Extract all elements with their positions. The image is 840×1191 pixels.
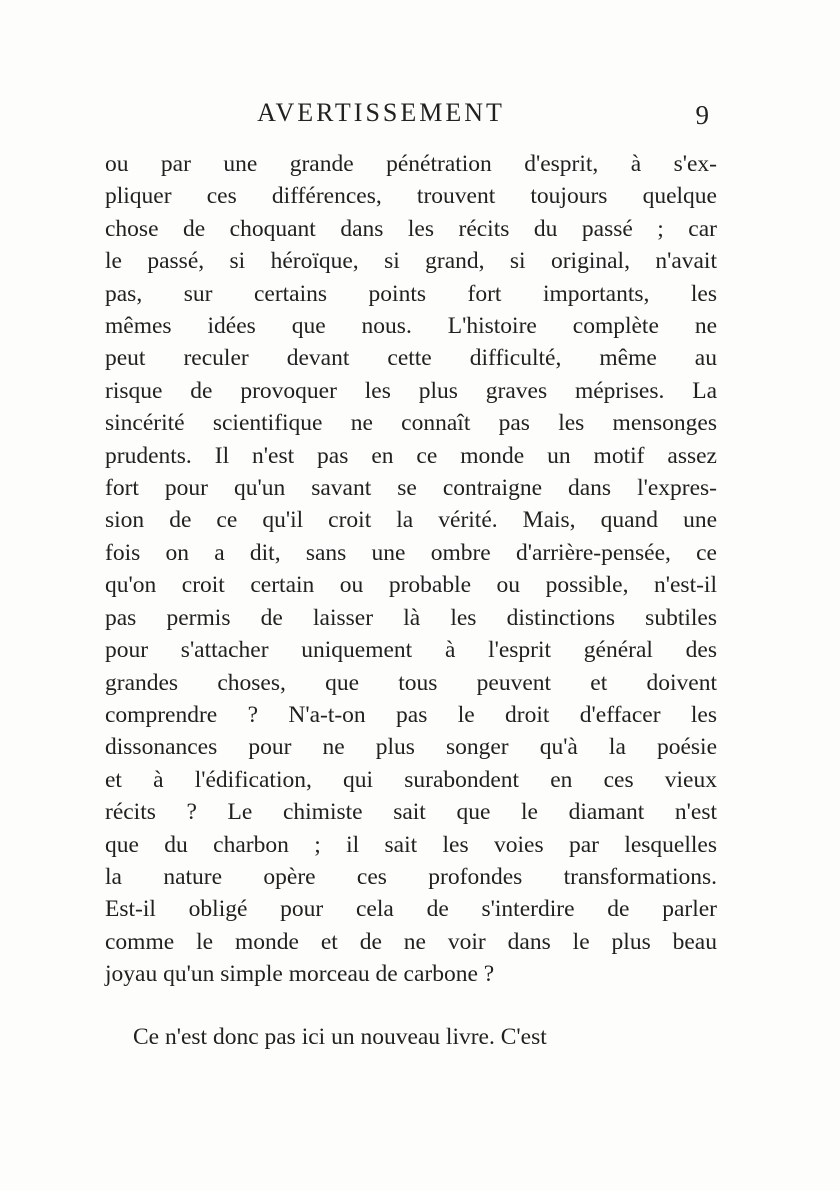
paragraph: [105, 1021, 717, 1053]
page-number: 9: [695, 100, 709, 130]
text-line: dissonances pour ne plus songer qu'à la poésie: [105, 734, 717, 761]
text-line: mêmes idées que nous. L'histoire complète ne: [105, 313, 717, 340]
text-line: comme le monde et de ne voir dans le plus beau: [105, 928, 717, 955]
text-line: comprendre ? N'a-t-on pas le droit d'effacer les: [105, 701, 717, 728]
text-line: peut reculer devant cette difficulté, même au: [105, 345, 717, 372]
text-line: pliquer ces différences, trouvent toujours quelque: [105, 183, 717, 210]
text-line: le passé, si héroïque, si grand, si original, n'avait: [105, 248, 717, 275]
text-line: qu'on croit certain ou probable ou possible, n'est-il: [105, 572, 717, 599]
text-line: Est-il obligé pour cela de s'interdire de parler: [105, 896, 717, 923]
text-line: fois on a dit, sans une ombre d'arrière-pensée, ce: [105, 539, 717, 566]
paragraph: [105, 148, 717, 991]
text-line: récits ? Le chimiste sait que le diamant n'est: [105, 799, 717, 826]
text-line: pas permis de laisser là les distinctions subtiles: [105, 604, 717, 631]
text-line: pas, sur certains points fort importants, les: [105, 280, 717, 307]
text-line: pour s'attacher uniquement à l'esprit général des: [105, 637, 717, 664]
text-line: chose de choquant dans les récits du passé ; car: [105, 215, 717, 242]
text-line: sincérité scientifique ne connaît pas les mensonges: [105, 410, 717, 437]
text-line: la nature opère ces profondes transformations.: [105, 863, 717, 890]
page-content: [105, 98, 717, 1053]
text-line: prudents. Il n'est pas en ce monde un motif assez: [105, 442, 717, 469]
text-line: Ce n'est donc pas ici un nouveau livre. C'est: [133, 1023, 547, 1050]
text-line: que du charbon ; il sait les voies par lesquelles: [105, 831, 717, 858]
text-line: joyau qu'un simple morceau de carbone ?: [105, 961, 495, 988]
paragraphs: [105, 148, 717, 1053]
text-line: ou par une grande pénétration d'esprit, à s'ex-: [105, 151, 717, 177]
text-line: risque de provoquer les plus graves méprises. La: [105, 377, 717, 404]
text-line: sion de ce qu'il croit la vérité. Mais, quand une: [105, 507, 717, 534]
text-line: et à l'édification, qui surabondent en ces vieux: [105, 766, 717, 793]
text-line: fort pour qu'un savant se contraigne dans l'expres-: [105, 475, 717, 502]
running-title: AVERTISSEMENT: [257, 98, 505, 127]
page-header: [105, 98, 717, 134]
text-line: grandes choses, que tous peuvent et doivent: [105, 669, 717, 696]
